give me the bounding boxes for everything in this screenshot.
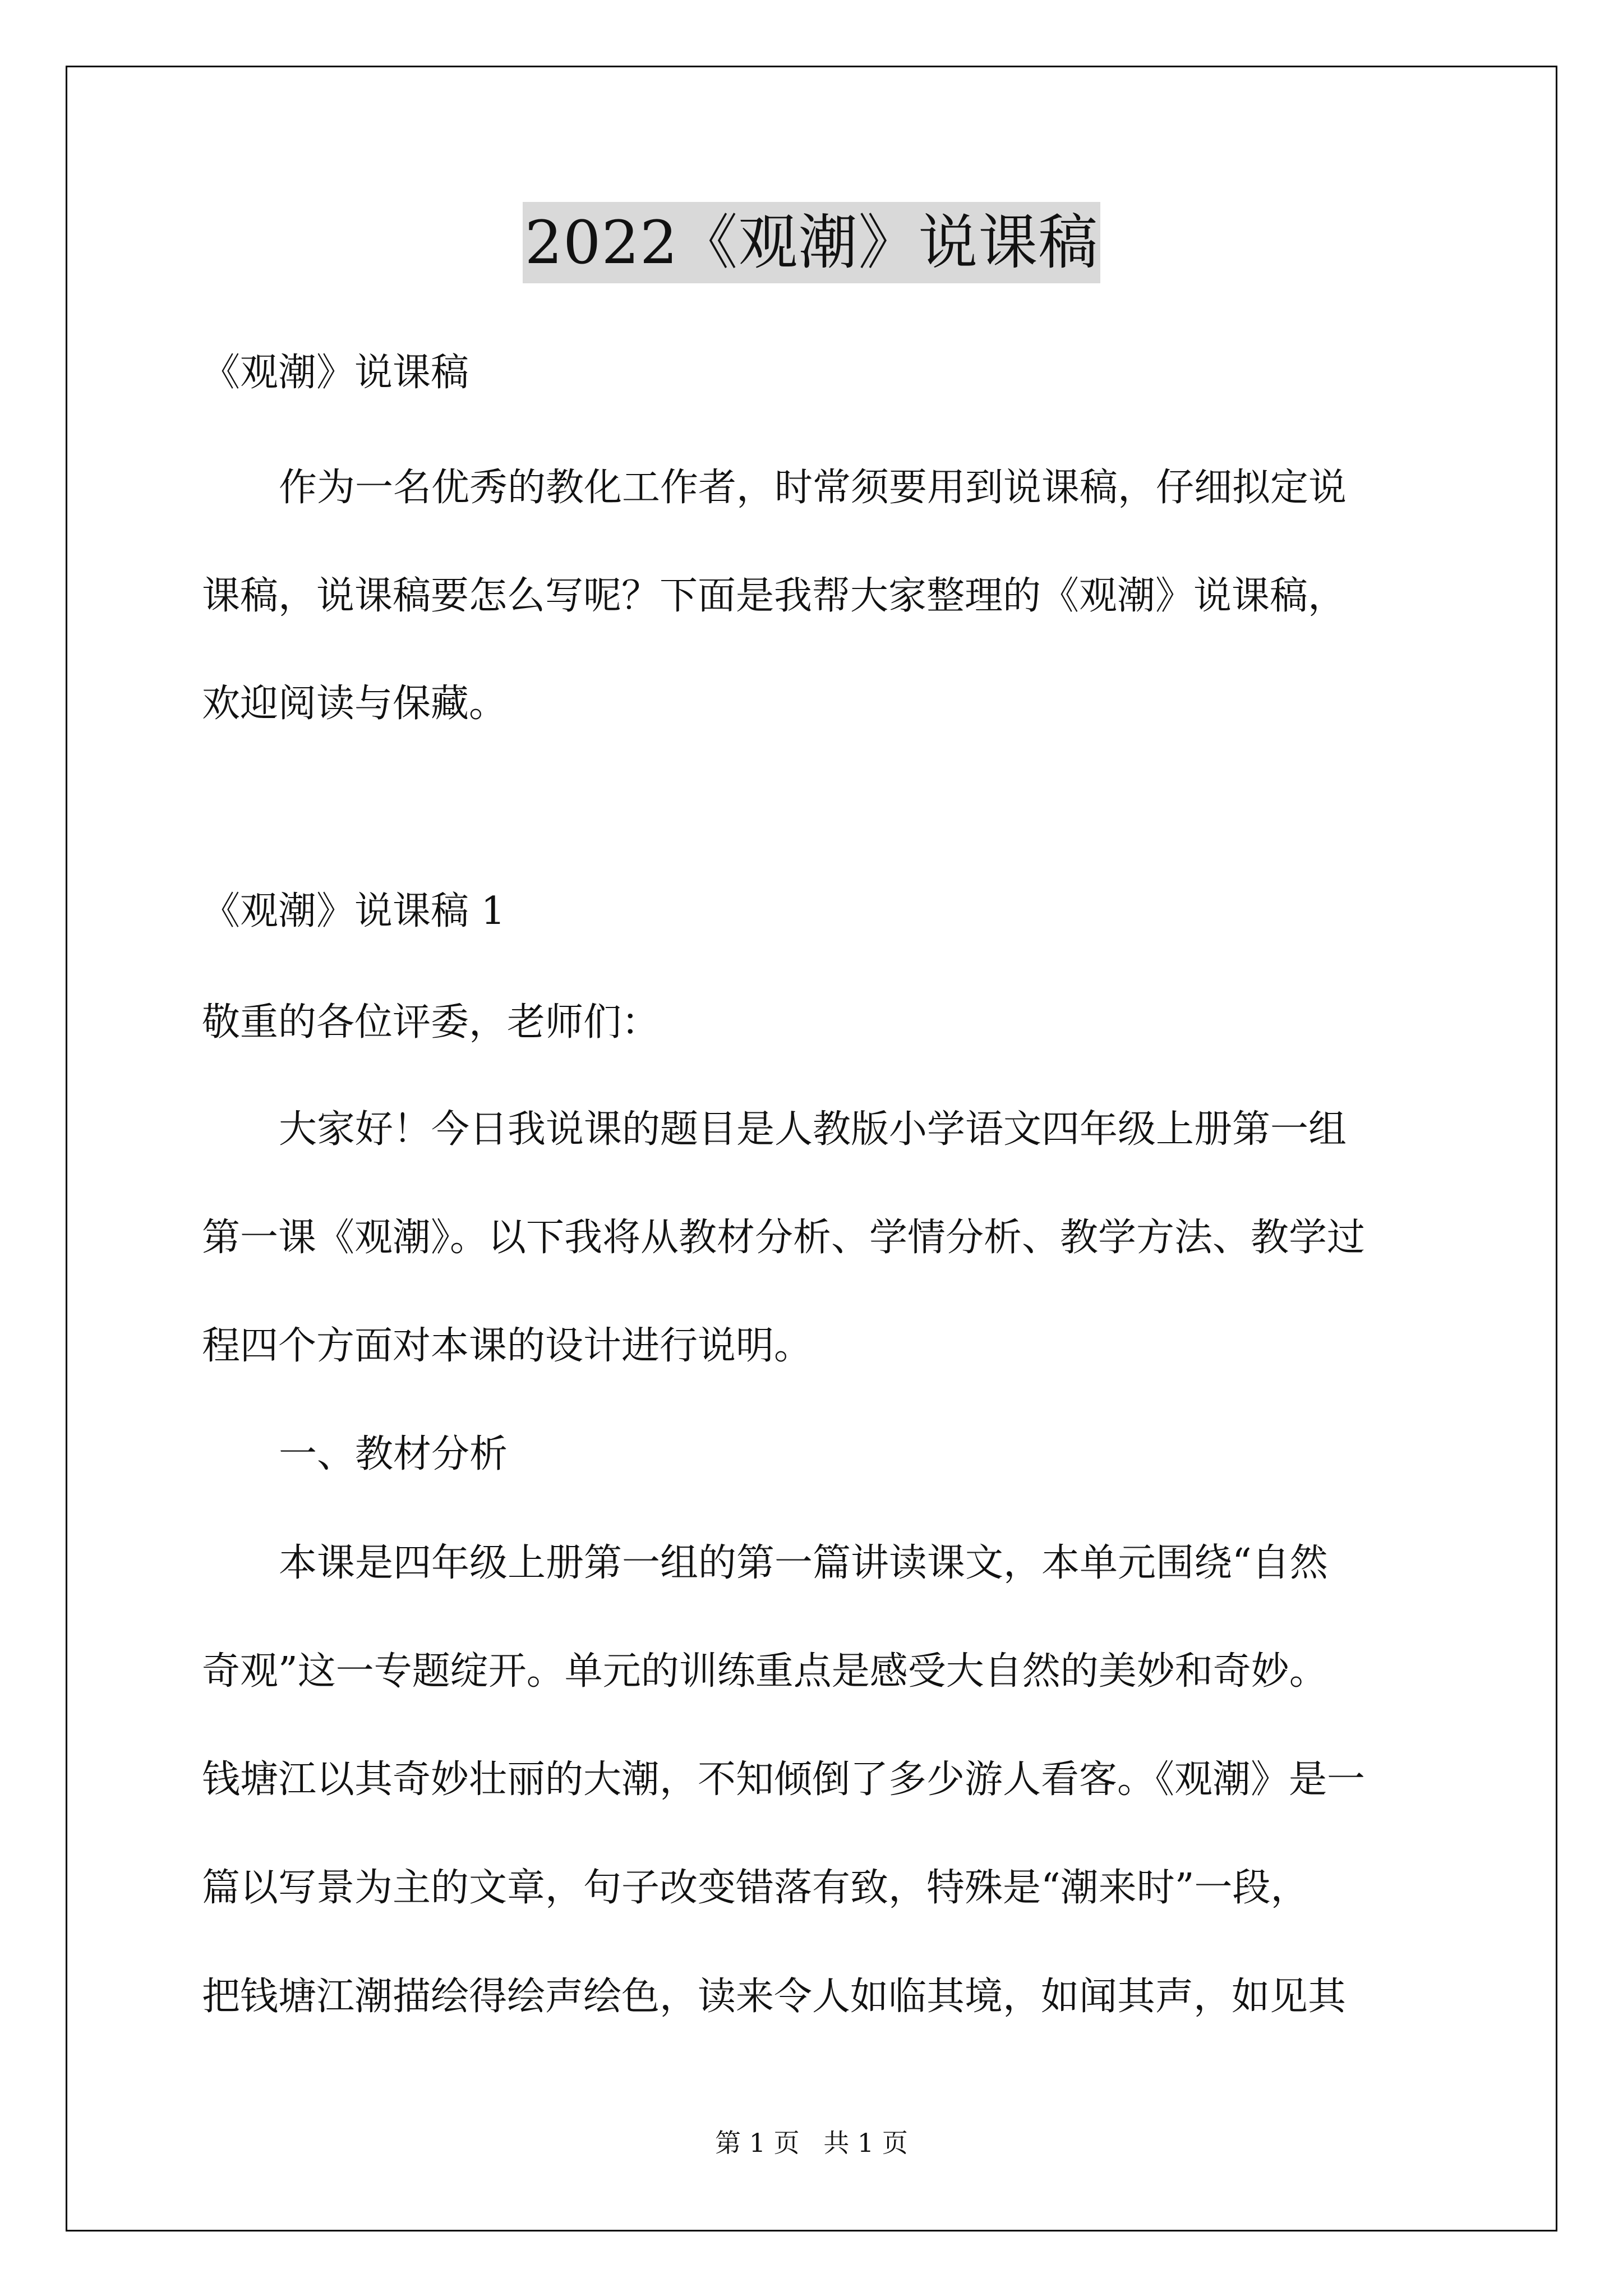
paragraph-line: 奇观”这一专题绽开。单元的训练重点是感受大自然的美妙和奇妙。 xyxy=(202,1649,1327,1694)
paragraph-line: 钱塘江以其奇妙壮丽的大潮，不知倾倒了多少游人看客。《观潮》是一 xyxy=(202,1757,1366,1802)
paragraph-line: 课稿，说课稿要怎么写呢？下面是我帮大家整理的《观潮》说课稿， xyxy=(202,574,1347,618)
page-footer xyxy=(0,2126,1623,2160)
paragraph-line: 程四个方面对本课的设计进行说明。 xyxy=(202,1324,813,1368)
subsection-heading: 一、教材分析 xyxy=(279,1432,508,1476)
paragraph-line: 敬重的各位评委，老师们： xyxy=(202,1000,660,1045)
paragraph-line: 欢迎阅读与保藏。 xyxy=(202,682,508,726)
paragraph-line: 作为一名优秀的教化工作者，时常须要用到说课稿，仔细拟定说 xyxy=(279,466,1347,510)
paragraph-line: 第一课《观潮》。以下我将从教材分析、学情分析、教学方法、教学过 xyxy=(202,1216,1366,1260)
paragraph-line: 大家好！今日我说课的题目是人教版小学语文四年级上册第一组 xyxy=(279,1107,1347,1152)
paragraph-line: 本课是四年级上册第一组的第一篇讲读课文，本单元围绕“自然 xyxy=(279,1541,1328,1585)
page-number: 第 1 页 xyxy=(715,2128,800,2158)
paragraph-line: 篇以写景为主的文章，句子改变错落有致，特殊是“潮来时”一段， xyxy=(202,1866,1309,1910)
document-title: 2022《观潮》说课稿 xyxy=(523,202,1101,283)
section-heading: 《观潮》说课稿 1 xyxy=(202,889,505,933)
paragraph-heading: 《观潮》说课稿 xyxy=(202,351,469,395)
page-count: 共 1 页 xyxy=(823,2128,908,2158)
paragraph-line: 把钱塘江潮描绘得绘声绘色，读来令人如临其境，如闻其声，如见其 xyxy=(202,1975,1347,2019)
title-container xyxy=(0,202,1623,283)
